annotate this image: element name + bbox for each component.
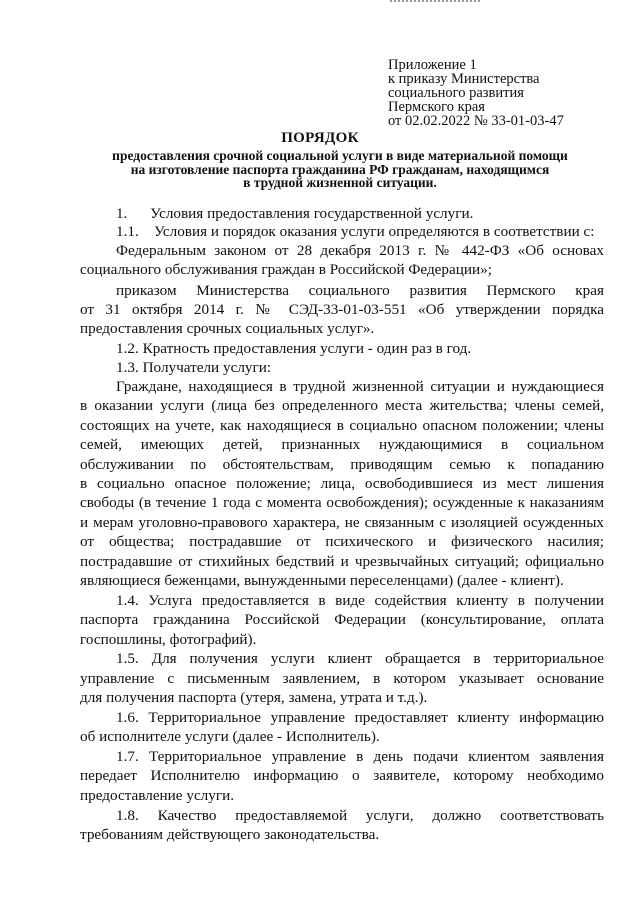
- section-heading: 1. Условия предоставления государственной услуги.: [116, 205, 474, 222]
- body-line: 1.7. Территориальное управление в день подачи клиентом заявления: [116, 748, 604, 765]
- appendix-line: Пермского края: [388, 99, 485, 115]
- body-line: об исполнителе услуги (далее - Исполнитель).: [80, 728, 380, 745]
- body-line: Граждане, находящиеся в трудной жизненной ситуации и нуждающиеся: [116, 378, 604, 395]
- body-line: 1.4. Услуга предоставляется в виде содействия клиенту в получении: [116, 592, 604, 609]
- appendix-line: к приказу Министерства: [388, 71, 540, 87]
- subtitle-line: на изготовление паспорта гражданина РФ гражданам, находящимся: [130, 161, 550, 177]
- body-line: предоставления срочных социальных услуг».: [80, 320, 375, 337]
- appendix-line: от 02.02.2022 № 33-01-03-47: [388, 113, 564, 129]
- body-line: передает Исполнителю информацию о заявителе, которому необходимо: [80, 767, 604, 784]
- body-line: пострадавшие от стихийных бедствий и чрезвычайных ситуаций; официально: [80, 553, 604, 570]
- body-line: являющиеся беженцами, вынужденными переселенцами) (далее - клиент).: [80, 572, 564, 589]
- body-line: предоставление услуги.: [80, 787, 235, 804]
- body-line: паспорта гражданина Российской Федерации (консультирование, оплата: [80, 611, 604, 628]
- scan-artifact: [390, 0, 480, 7]
- body-line: приказом Министерства социального развития Пермского края: [116, 282, 604, 299]
- body-line: госпошлины, фотографий).: [80, 631, 257, 648]
- body-line: обслуживании по обстоятельствам, приводящим семью к попаданию: [80, 456, 604, 473]
- document-subtitle: [60, 149, 620, 190]
- appendix-line: социального развития: [388, 85, 524, 101]
- body-line: 1.8. Качество предоставляемой услуги, должно соответствовать: [116, 807, 604, 824]
- body-line: 1.5. Для получения услуги клиент обращается в территориальное: [116, 650, 604, 667]
- body-line: требованиям действующего законодательства.: [80, 826, 380, 843]
- body-line: 1.6. Территориальное управление предоставляет клиенту информацию: [116, 709, 604, 726]
- body-line: управление с письменным заявлением, в котором указывает основание: [80, 670, 604, 687]
- body-line: в оказании услуги (лица без определенного места жительства; члены семей,: [80, 397, 604, 414]
- body-line: Федеральным законом от 28 декабря 2013 г. № 442-ФЗ «Об основах: [116, 242, 604, 259]
- appendix-block: [388, 58, 628, 128]
- subtitle-line: в трудной жизненной ситуации.: [243, 175, 437, 190]
- body-line: от общества; пострадавшие от психического и физического насилия;: [80, 533, 604, 550]
- body-line: 1.1. Условия и порядок оказания услуги определяются в соответствии с:: [116, 223, 595, 240]
- body-line: от 31 октября 2014 г. № СЭД-33-01-03-551 «Об утверждении порядка: [80, 301, 604, 318]
- body-line: в социально опасное положение; лица, освободившиеся из мест лишения: [80, 475, 604, 492]
- appendix-line: Приложение 1: [388, 57, 477, 73]
- subtitle-line: предоставления срочной социальной услуги в виде материальной помощи: [112, 148, 568, 163]
- body-line: семей, имеющих детей, признанных нуждающимися в социальном: [80, 436, 604, 453]
- document-title: ПОРЯДОК: [281, 130, 359, 146]
- body-line: и мерам уголовно-правового характера, не связанным с изоляцией осужденных: [80, 514, 604, 531]
- body-line: для получения паспорта (утеря, замена, утрата и т.д.).: [80, 689, 428, 706]
- body-line: социального обслуживания граждан в Российской Федерации»;: [80, 261, 492, 278]
- body-line: 1.3. Получатели услуги:: [116, 359, 272, 376]
- body-line: 1.2. Кратность предоставления услуги - один раз в год.: [116, 340, 472, 357]
- body-line: свободы (в течение 1 года с момента освобождения); осужденные к наказаниям: [80, 494, 604, 511]
- body-line: состоящих на учете, как находящиеся в социально опасном положении; члены: [80, 417, 604, 434]
